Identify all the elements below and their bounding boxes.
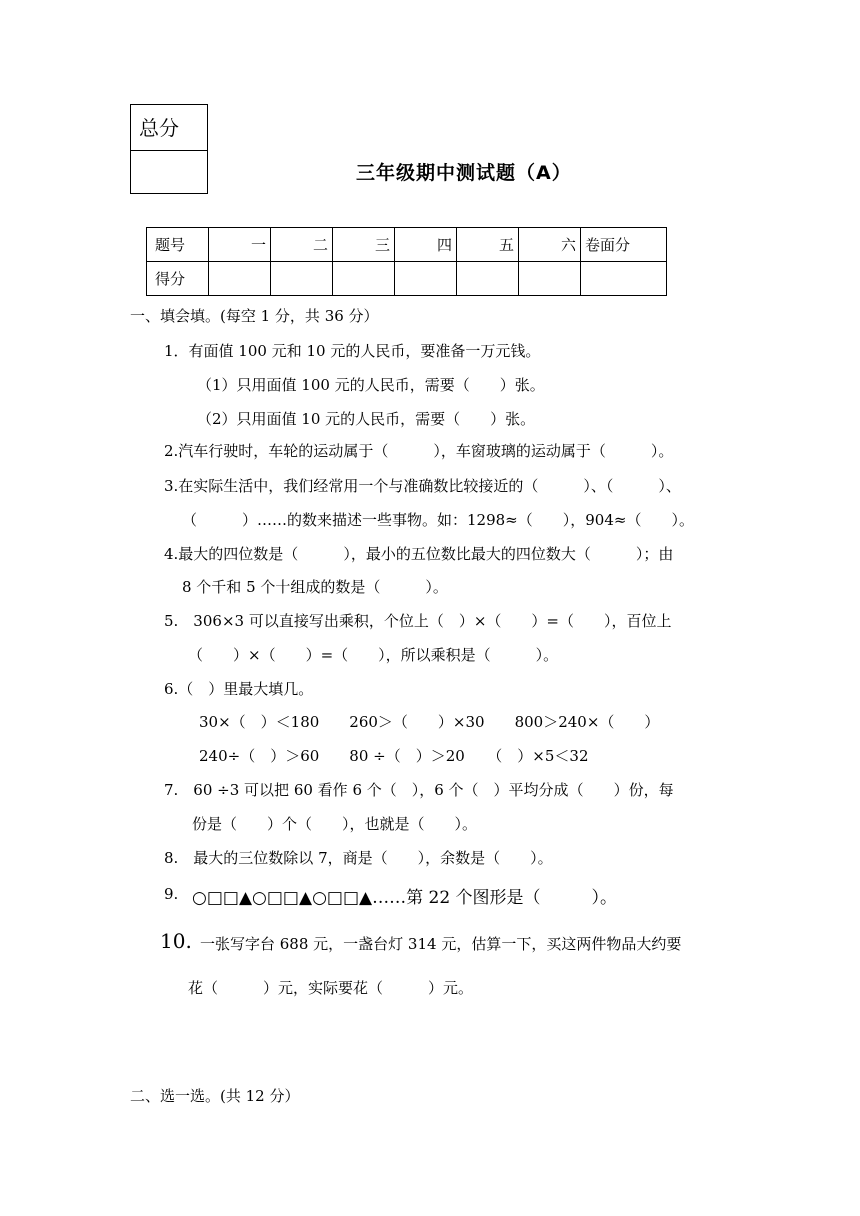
question-line: （2）只用面值 10 元的人民币，需要（ ）张。 bbox=[197, 410, 536, 428]
score-table-cell: 一 bbox=[209, 228, 271, 262]
score-input-cell[interactable] bbox=[271, 262, 333, 296]
question-line: 1．有面值 100 元和 10 元的人民币，要准备一万元钱。 bbox=[164, 342, 541, 360]
question-number: 9. bbox=[164, 885, 179, 903]
question-line: 份是（ ）个（ ），也就是（ ）。 bbox=[192, 815, 478, 833]
score-input-cell[interactable] bbox=[395, 262, 457, 296]
score-table-cell: 六 bbox=[519, 228, 581, 262]
question-line: 30×（ ）＜180 260＞（ ）×30 800＞240×（ ） bbox=[199, 713, 660, 731]
score-table-cell: 得分 bbox=[147, 262, 209, 296]
question-line: 8. 最大的三位数除以 7，商是（ ），余数是（ ）。 bbox=[164, 849, 553, 867]
question-line: 花（ ）元，实际要花（ ）元。 bbox=[188, 979, 474, 997]
question-line: （ ）……的数来描述一些事物。如：1298≈（ ），904≈（ ）。 bbox=[182, 511, 694, 529]
question-number: 10. bbox=[160, 929, 192, 953]
question-line: （1）只用面值 100 元的人民币，需要（ ）张。 bbox=[197, 376, 545, 394]
score-table-cell: 卷面分 bbox=[581, 228, 667, 262]
section-heading: 二、选一选。(共 12 分） bbox=[130, 1087, 300, 1105]
question-line: 2.汽车行驶时，车轮的运动属于（ ），车窗玻璃的运动属于（ ）。 bbox=[164, 442, 674, 460]
question-line: （ ）×（ ）=（ ），所以乘积是（ ）。 bbox=[188, 646, 559, 664]
score-input-cell[interactable] bbox=[457, 262, 519, 296]
question-line: 5. 306×3 可以直接写出乘积，个位上（ ）×（ ）=（ ），百位上 bbox=[164, 612, 672, 630]
score-input-cell[interactable] bbox=[333, 262, 395, 296]
score-table-cell: 五 bbox=[457, 228, 519, 262]
question-line: 4.最大的四位数是（ ），最小的五位数比最大的四位数大（ ）；由 bbox=[164, 545, 674, 563]
score-input-cell[interactable] bbox=[209, 262, 271, 296]
total-score-blank bbox=[131, 151, 207, 193]
score-table-header-row bbox=[147, 228, 667, 262]
score-table-cell: 二 bbox=[271, 228, 333, 262]
score-input-cell[interactable] bbox=[519, 262, 581, 296]
score-input-cell[interactable] bbox=[581, 262, 667, 296]
score-table-cell: 题号 bbox=[147, 228, 209, 262]
question-line: 6.（ ）里最大填几。 bbox=[164, 680, 314, 698]
score-table-cell: 四 bbox=[395, 228, 457, 262]
score-table-score-row bbox=[147, 262, 667, 296]
total-score-box bbox=[130, 104, 208, 194]
question-line: 240÷（ ）＞60 80 ÷（ ）＞20 （ ）×5＜32 bbox=[199, 747, 589, 765]
exam-title: 三年级期中测试题（A） bbox=[356, 162, 572, 184]
question-line: 7. 60 ÷3 可以把 60 看作 6 个（ ），6 个（ ）平均分成（ ）份，每 bbox=[164, 781, 674, 799]
question-line: 一张写字台 688 元，一盏台灯 314 元，估算一下，买这两件物品大约要 bbox=[200, 935, 682, 953]
score-table-cell: 三 bbox=[333, 228, 395, 262]
question-line: ○□□▲○□□▲○□□▲……第 22 个图形是（ ）。 bbox=[192, 888, 618, 908]
total-score-label: 总分 bbox=[131, 105, 207, 151]
section-heading: 一、填会填。(每空 1 分，共 36 分） bbox=[130, 307, 379, 325]
question-line: 8 个千和 5 个十组成的数是（ ）。 bbox=[182, 578, 448, 596]
question-line: 3.在实际生活中，我们经常用一个与准确数比较接近的（ ）、（ ）、 bbox=[164, 477, 681, 495]
score-table bbox=[146, 227, 667, 296]
